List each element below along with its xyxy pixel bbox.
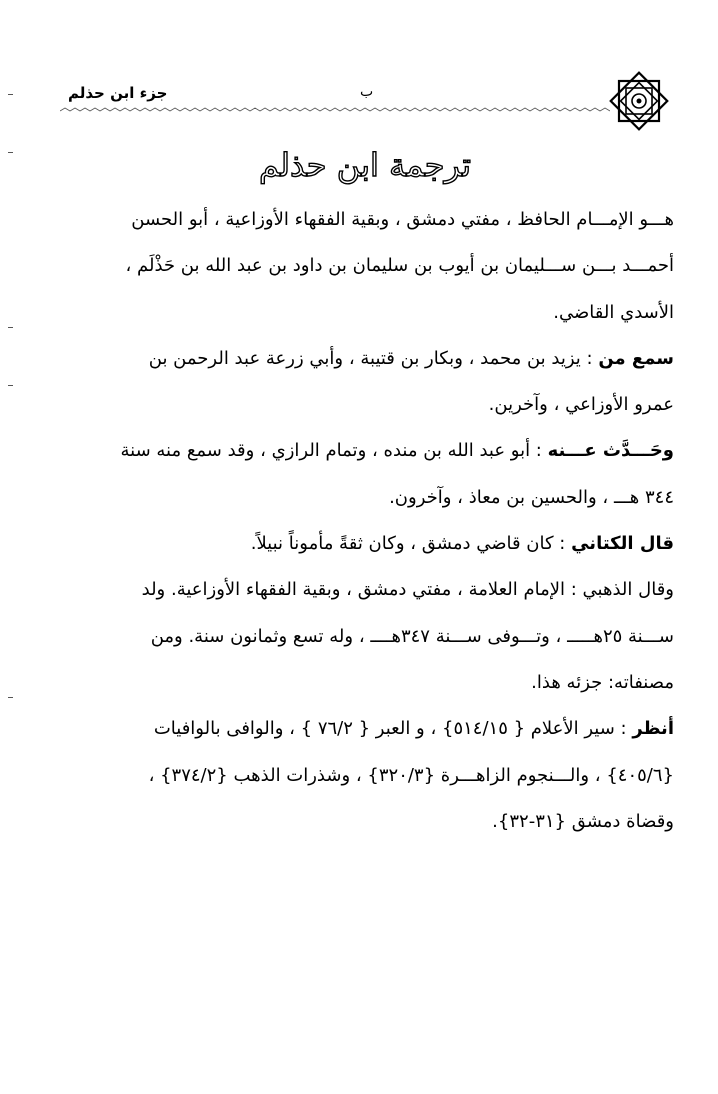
header-divider — [60, 106, 610, 116]
section-lead: سمع من — [598, 347, 674, 369]
scan-mark — [8, 152, 13, 153]
text-line: وحَـــدَّث عـــنه : أبو عبد الله بن منده ، وتمام الرازي ، وقد سمع منه سنة — [120, 440, 674, 462]
text-line: مصنفاته: جزئه هذا. — [531, 671, 674, 693]
islamic-star-ornament-icon — [608, 70, 670, 132]
text-line: قال الكتاني : كان قاضي دمشق ، وكان ثقةً مأموناً نبيلاً. — [250, 533, 674, 555]
text-line: أحمـــد بـــن ســـليمان بن أيوب بن سليمان بن داود بن عبد الله بن حَذْلَم ، — [125, 255, 674, 277]
text-line: سمع من : يزيد بن محمد ، وبكار بن قتيبة ، وأبي زرعة عبد الرحمن بن — [148, 347, 674, 369]
text-line: عمرو الأوزاعي ، وآخرين. — [488, 394, 674, 416]
scan-mark — [8, 697, 13, 698]
chapter-heading: ترجمة ابن حذلم — [258, 146, 472, 184]
page-header — [60, 70, 660, 140]
scan-mark — [8, 94, 13, 95]
text-line: هـــو الإمـــام الحافظ ، مفتي دمشق ، وبقية الفقهاء الأوزاعية ، أبو الحسن — [131, 209, 674, 230]
scan-mark — [8, 327, 13, 328]
text-line: أنظر : سير الأعلام { ٥١٤/١٥} ، و العبر { ٧٦/٢ } ، والوافى بالوافيات — [153, 718, 674, 740]
section-lead: قال الكتاني — [571, 533, 674, 555]
scan-mark — [8, 385, 13, 386]
text-line: الأسدي القاضي. — [553, 301, 674, 323]
text-line: ســـنة ٢٥هـــــ ، وتـــوفى ســـنة ٣٤٧هــــ ، وله تسع وثمانون سنة. ومن — [150, 625, 674, 647]
running-title: جزء ابن حذلم — [68, 84, 168, 102]
text-line: وقال الذهبي : الإمام العلامة ، مفتي دمشق ، وبقية الفقهاء الأوزاعية. ولد — [141, 579, 674, 601]
section-lead: وحَـــدَّث عـــنه — [547, 440, 674, 462]
text-line: {٤٠٥/٦} ، والـــنجوم الزاهـــرة {٣٢٠/٣} ، وشذرات الذهب {٣٧٤/٢} ، — [148, 764, 674, 786]
biography-text — [62, 197, 674, 845]
section-lead: أنظر — [632, 718, 674, 740]
page-number: ب — [360, 84, 374, 100]
text-line: ٣٤٤ هـــ ، والحسين بن معاذ ، وآخرون. — [389, 486, 674, 508]
text-line: وقضاة دمشق {٣١-٣٢}. — [492, 810, 674, 832]
